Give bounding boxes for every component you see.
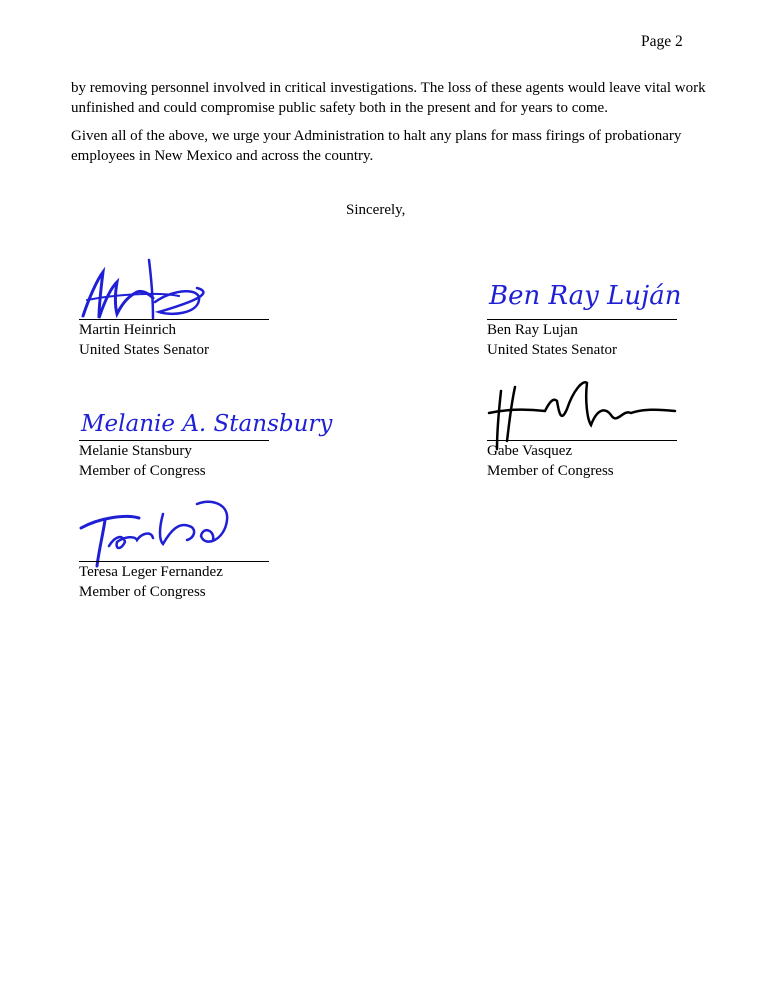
signature-lujan [487, 258, 687, 323]
signature-lujan-text: Ben Ray Luján [489, 281, 682, 311]
page-number: Page 2 [641, 33, 683, 50]
signature-leger-fernandez [79, 500, 279, 570]
signatory-title: Member of Congress [487, 463, 614, 479]
signatory-name: Teresa Leger Fernandez [79, 564, 223, 580]
signatory-name: Melanie Stansbury [79, 443, 192, 459]
signatory-title: Member of Congress [79, 463, 206, 479]
signatory-name: Martin Heinrich [79, 322, 177, 338]
closing: Sincerely, [346, 202, 406, 218]
signature-stansbury [79, 379, 333, 444]
signatory-title: Member of Congress [79, 584, 206, 600]
signatory-name: Ben Ray Lujan [487, 322, 578, 338]
signatory-name: Gabe Vasquez [487, 443, 573, 459]
signatory-title: United States Senator [79, 342, 209, 358]
signature-vasquez [487, 379, 687, 449]
body-paragraph: Given all of the above, we urge your Administration to halt any plans for mass firings of probationary employees in New Mexico and across the country. [71, 128, 682, 164]
signature-heinrich [79, 258, 279, 323]
signature-stansbury-text: Melanie A. Stansbury [81, 411, 333, 437]
body-paragraph: by removing personnel involved in critical investigations. The loss of these agents would leave vital work unfinished and could compromise public safety both in the present and for years to come. [71, 80, 706, 116]
signatory-title: United States Senator [487, 342, 617, 358]
